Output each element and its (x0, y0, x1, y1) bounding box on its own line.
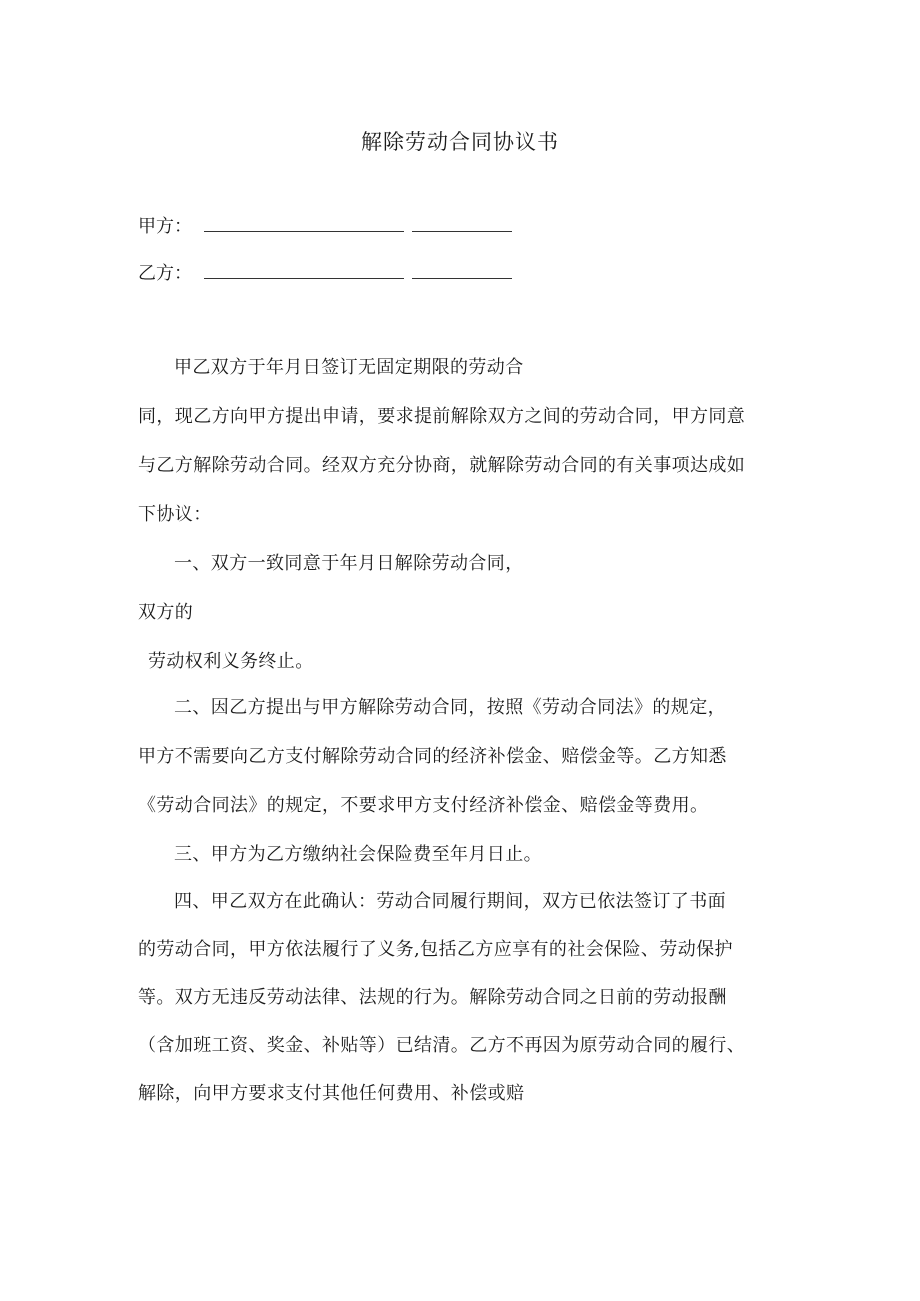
body-line: 四、甲乙双方在此确认：劳动合同履行期间，双方已依法签订了书面 (174, 891, 726, 912)
party-a-label: 甲方： (138, 216, 192, 237)
body-line: 甲乙双方于年月日签订无固定期限的劳动合 (174, 357, 524, 378)
body-line: 与乙方解除劳动合同。经双方充分协商，就解除劳动合同的有关事项达成如 (138, 455, 746, 476)
body-line: 二、因乙方提出与甲方解除劳动合同，按照《劳动合同法》的规定， (174, 697, 726, 718)
body-line: 一、双方一致同意于年月日解除劳动合同， (174, 553, 524, 574)
body-line: 《劳动合同法》的规定，不要求甲方支付经济补偿金、赔偿金等费用。 (138, 795, 709, 816)
body-line: （含加班工资、奖金、补贴等）已结清。乙方不再因为原劳动合同的履行、 (138, 1035, 746, 1056)
party-b-blank-2 (412, 264, 512, 279)
body-line: 双方的 (138, 602, 194, 623)
party-b-row (138, 259, 520, 285)
party-a-blank-2 (412, 217, 512, 232)
party-a-row (138, 212, 520, 238)
body-line: 甲方不需要向乙方支付解除劳动合同的经济补偿金、赔偿金等。乙方知悉 (138, 746, 727, 767)
body-line: 等。双方无违反劳动法律、法规的行为。解除劳动合同之日前的劳动报酬 (138, 987, 727, 1008)
party-b-blank-1 (204, 264, 404, 279)
body-line: 解除，向甲方要求支付其他任何费用、补偿或赔 (138, 1083, 525, 1104)
document-title: 解除劳动合同协议书 (361, 130, 559, 154)
party-a-blank-1 (204, 217, 404, 232)
body-line: 劳动权利义务终止。 (148, 651, 314, 672)
body-line: 下协议： (138, 504, 212, 525)
party-b-label: 乙方： (138, 263, 192, 284)
body-line: 同，现乙方向甲方提出申请，要求提前解除双方之间的劳动合同，甲方同意 (138, 406, 746, 427)
body-line: 的劳动合同，甲方依法履行了义务,包括乙方应享有的社会保险、劳动保护 (138, 939, 733, 960)
body-line: 三、甲方为乙方缴纳社会保险费至年月日止。 (174, 844, 542, 865)
